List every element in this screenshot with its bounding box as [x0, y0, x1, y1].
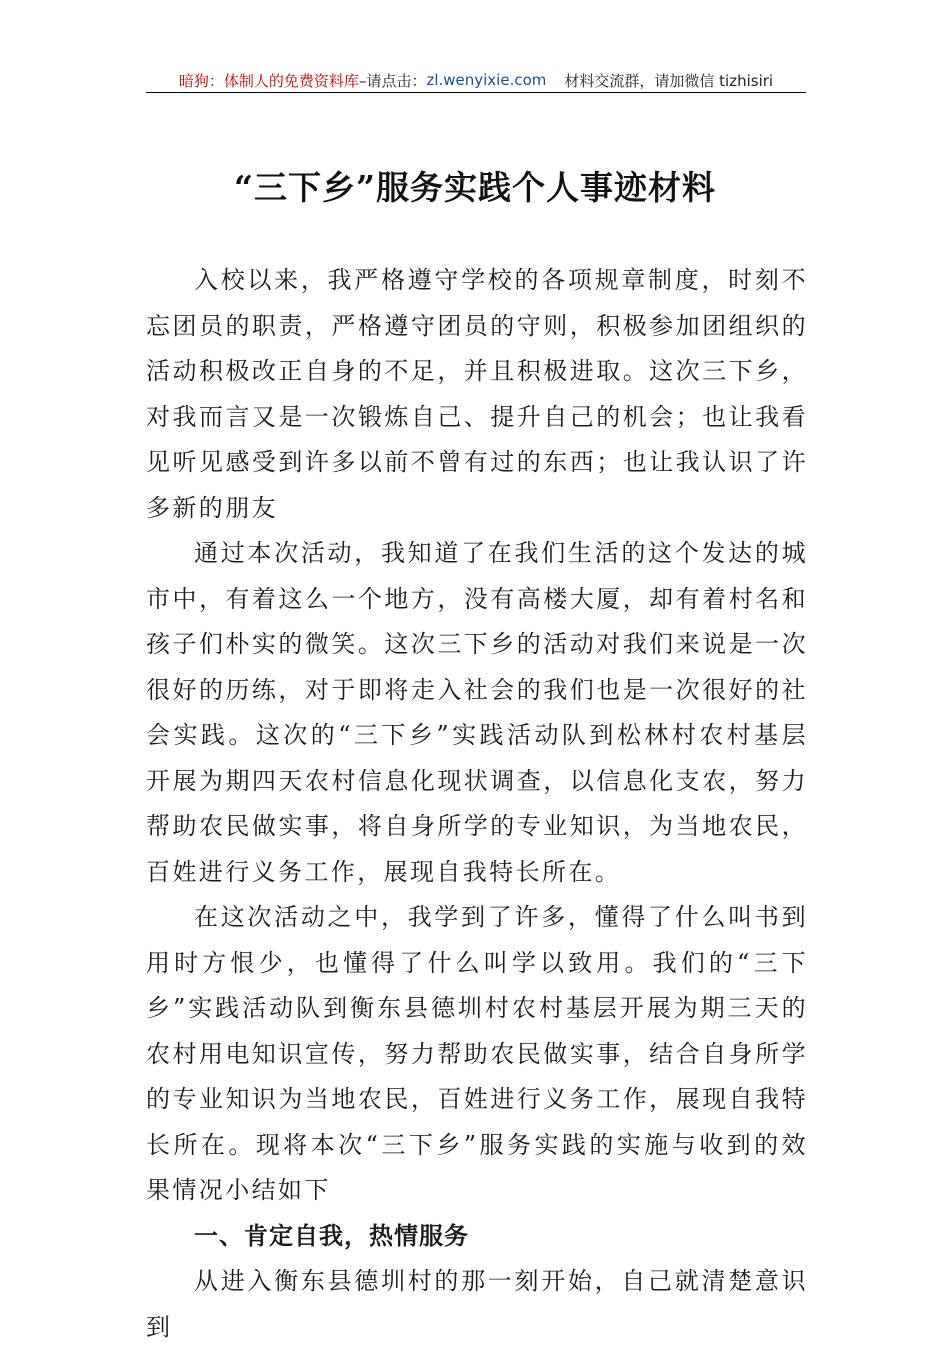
header-click-prompt: –请点击：: [358, 71, 427, 90]
section-paragraph: 从进入衡东县德圳村的那一刻开始，自己就清楚意识到: [146, 1267, 808, 1341]
section-heading: 一、肯定自我，热情服务: [194, 1221, 469, 1250]
page-header: [146, 68, 806, 93]
body-paragraph-2: 通过本次活动，我知道了在我们生活的这个发达的城市中，有着这么一个地方，没有高楼大厦，却有着村名和孩子们朴实的微笑。这次三下乡的活动对我们来说是一次很好的历练，对于即将走入社会的我们也是一次很好的社会实践。这次的“三下乡”实践活动队到松林村农村基层开展为期四天农村信息化现状调查，以信息化支农，努力帮助农民做实事，将自身所学的专业知识，为当地农民，百姓进行义务工作，展现自我特长所在。: [146, 539, 808, 886]
body-paragraph-3: 在这次活动之中，我学到了许多，懂得了什么叫书到用时方恨少，也懂得了什么叫学以致用。我们的“三下乡”实践活动队到衡东县德圳村农村基层开展为期三天的农村用电知识宣传，努力帮助农民做实事，结合自身所学的专业知识为当地农民，百姓进行义务工作，展现自我特长所在。现将本次“三下乡”服务实践的实施与收到的效果情况小结如下: [146, 903, 808, 1204]
header-url-link[interactable]: zl.wenyixie.com: [426, 71, 547, 89]
body-paragraph-1: 入校以来，我严格遵守学校的各项规章制度，时刻不忘团员的职责，严格遵守团员的守则，积极参加团组织的活动积极改正自身的不足，并且积极进取。这次三下乡，对我而言又是一次锻炼自己、提升自己的机会；也让我看见听见感受到许多以前不曾有过的东西；也让我认识了许多新的朋友: [146, 266, 808, 522]
header-site-name: 暗狗：体制人的免费资料库: [178, 71, 359, 90]
document-title: “三下乡”服务实践个人事迹材料: [234, 168, 716, 207]
header-wechat-note: 材料交流群，请加微信 tizhisiri: [564, 71, 774, 90]
document-body: [146, 258, 808, 1350]
